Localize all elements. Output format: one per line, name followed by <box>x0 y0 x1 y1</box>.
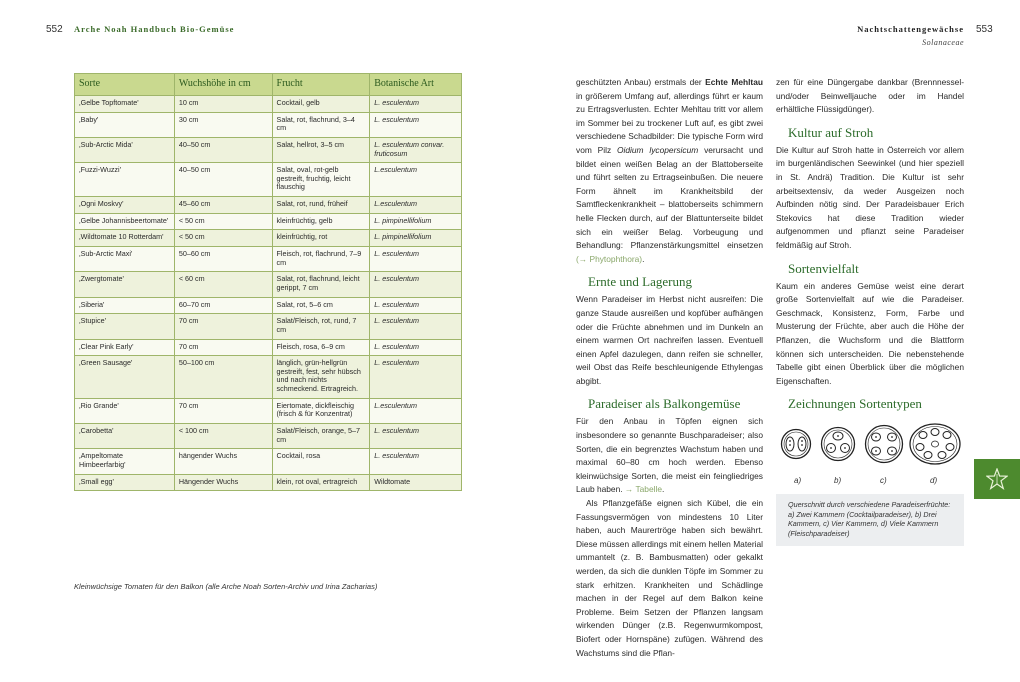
table-row <box>75 356 462 399</box>
table-row <box>75 247 462 272</box>
cell-frucht: Eiertomate, dickfleischig (frisch & für Konzentrat) <box>272 398 370 423</box>
cell-botanische-art: L. esculentum <box>370 356 462 399</box>
cell-botanische-art: L. esculentum <box>370 339 462 356</box>
cell-frucht: Salat, rot, rund, früheif <box>272 197 370 214</box>
heading-zeichnungen-sortentypen: Zeichnungen Sortentypen <box>788 396 922 412</box>
cell-frucht: Cocktail, rosa <box>272 449 370 474</box>
figure-label-a: a) <box>794 476 802 486</box>
cell-frucht: Cocktail, gelb <box>272 96 370 113</box>
cell-sorte: ‚Sub-Arctic Maxi' <box>75 247 175 272</box>
paragraph-ernte: Wenn Paradeiser im Herbst nicht ausreifen: Die ganze Staude ausreißen und kopfüber aufhängen oder die Früchte abnehmen und im Dunkeln an einem warmen Ort nachreifen lassen. Eventuell einen Apfel dazulegen, dann reifen sie schneller, weil Obst das Reife beschleunigende Ethylengas abgibt. <box>576 294 763 386</box>
cell-botanische-art: Wildtomate <box>370 474 462 491</box>
paragraph-stroh: Die Kultur auf Stroh hatte in Österreich vor allem im burgenländischen Seewinkel (und hier speziell in St. Andrä) Tradition. Die Kultur ist sehr arbeitsextensiv, da weder Ausgeizen noch Aufbinden nötig sind. Der Paradeisbauer Erich Stekovics hat diese Tradition wieder aufgenommen und pflanzt seine Paradeiser feldmäßig auf Stroh. <box>776 144 964 250</box>
heading-ernte-lagerung: Ernte und Lagerung <box>588 274 692 290</box>
cell-wuchshoehe: 70 cm <box>174 339 272 356</box>
table-row <box>75 474 462 491</box>
table-row <box>75 424 462 449</box>
table-body <box>75 96 462 491</box>
cell-botanische-art: L. esculentum convar. fruticosum <box>370 137 462 162</box>
figure-label-d: d) <box>930 476 938 486</box>
paragraph-mehltau <box>576 76 763 266</box>
cell-sorte: ‚Siberia' <box>75 297 175 314</box>
cell-wuchshoehe: 45–60 cm <box>174 197 272 214</box>
cell-wuchshoehe: 70 cm <box>174 398 272 423</box>
cell-wuchshoehe: 10 cm <box>174 96 272 113</box>
text-span: . <box>662 484 665 495</box>
cell-wuchshoehe: 60–70 cm <box>174 297 272 314</box>
cell-frucht: kleinfrüchtig, rot <box>272 230 370 247</box>
cell-sorte: ‚Gelbe Topftomate' <box>75 96 175 113</box>
cell-botanische-art: L.esculentum <box>370 197 462 214</box>
cell-frucht: klein, rot oval, ertragreich <box>272 474 370 491</box>
cell-frucht: Fleisch, rot, flachrund, 7–9 cm <box>272 247 370 272</box>
table-row <box>75 112 462 137</box>
cell-wuchshoehe: hängender Wuchs <box>174 449 272 474</box>
heading-sortenvielfalt: Sortenvielfalt <box>788 260 859 276</box>
text-span: verursacht und bildet einen weißen Belag an der Blattoberseite und führt selten zu Ertragseinbußen. Die neuere Form ähnelt im Krankheitsbild der Samtfleckenkrankheit – blattoberseits schimmern helle Flecken durch, auf der Blattunterseite bildet sich ein weißer Belag. Vorbeugung und Behandlung: Pflanzenstärkungsmittel einsetzen <box>576 144 763 251</box>
cell-botanische-art: L. esculentum <box>370 96 462 113</box>
cell-wuchshoehe: 50–100 cm <box>174 356 272 399</box>
cell-sorte: ‚Sub-Arctic Mida' <box>75 137 175 162</box>
table-row <box>75 197 462 214</box>
cell-botanische-art: L.esculentum <box>370 163 462 197</box>
paragraph-balkon-1 <box>576 415 763 497</box>
cell-sorte: ‚Small egg' <box>75 474 175 491</box>
page-number-left: 552 <box>46 24 63 35</box>
cell-frucht: länglich, grün-hellgrün gestreift, fest, sehr hübsch und nach nichts schmeckend. Ertragreich. <box>272 356 370 399</box>
cell-botanische-art: L. esculentum <box>370 247 462 272</box>
cell-frucht: Salat/Fleisch, orange, 5–7 cm <box>272 424 370 449</box>
star-leaf-icon <box>986 468 1008 490</box>
cell-wuchshoehe: < 100 cm <box>174 424 272 449</box>
cell-sorte: ‚Ampeltomate Himbeerfarbig' <box>75 449 175 474</box>
tomato-variety-table-container <box>74 73 462 491</box>
table-row <box>75 449 462 474</box>
paragraph-sortenvielfalt: Kaum ein anderes Gemüse weist eine derart große Sortenvielfalt auf wie die Paradeiser. Geschmack, Konsistenz, Form, Farbe und Musterung der Früchte, aber auch die Höhe der Pflanzen, die Wuchsform und die Blattform können sich unterscheiden. Die nebenstehende Tabelle gibt einen Überblick über die möglichen Eigenschaften. <box>776 280 964 386</box>
table-row <box>75 213 462 230</box>
table-caption: Kleinwüchsige Tomaten für den Balkon (alle Arche Noah Sorten-Archiv und Irina Zacharias) <box>74 582 378 591</box>
table-row <box>75 137 462 162</box>
figure-label-c: c) <box>880 476 887 486</box>
cell-wuchshoehe: 50–60 cm <box>174 247 272 272</box>
cell-sorte: ‚Baby' <box>75 112 175 137</box>
heading-kultur-auf-stroh: Kultur auf Stroh <box>788 124 874 140</box>
text-span: geschützten Anbau) erstmals der <box>576 77 706 87</box>
text-column-right <box>776 76 964 546</box>
cell-sorte: ‚Clear Pink Early' <box>75 339 175 356</box>
table-row <box>75 314 462 339</box>
cell-botanische-art: L.esculentum <box>370 398 462 423</box>
cell-sorte: ‚Gelbe Johannisbeertomate' <box>75 213 175 230</box>
tomato-variety-table <box>74 73 462 491</box>
chapter-side-tab[interactable] <box>974 459 1020 499</box>
table-header-row <box>75 74 462 96</box>
cell-botanische-art: L. esculentum <box>370 297 462 314</box>
cell-frucht: Salat, rot, flachrund, 3–4 cm <box>272 112 370 137</box>
page-number-right: 553 <box>976 24 993 35</box>
cell-sorte: ‚Carobetta' <box>75 424 175 449</box>
running-head-right <box>857 24 964 47</box>
table-header-frucht: Frucht <box>272 74 370 96</box>
species-name: Oidium lycopersicum <box>617 144 699 155</box>
table-header-sorte: Sorte <box>75 74 175 96</box>
cell-frucht: Salat, hellrot, 3–5 cm <box>272 137 370 162</box>
running-head-subtitle: Solanaceae <box>922 38 964 47</box>
table-row <box>75 297 462 314</box>
cell-frucht: Salat, rot, 5–6 cm <box>272 297 370 314</box>
tomato-two-chambers-drawing <box>780 428 812 460</box>
cell-wuchshoehe: 40–50 cm <box>174 137 272 162</box>
cell-wuchshoehe: 40–50 cm <box>174 163 272 197</box>
table-row <box>75 230 462 247</box>
cell-sorte: ‚Zwergtomate' <box>75 272 175 297</box>
table-header-wuchshoehe: Wuchshöhe in cm <box>174 74 272 96</box>
cell-botanische-art: L. esculentum <box>370 449 462 474</box>
table-row <box>75 339 462 356</box>
emphasis-echte-mehltau: Echte Mehltau <box>705 77 763 87</box>
tomato-cross-section-figures <box>776 418 964 490</box>
cell-frucht: Fleisch, rosa, 6–9 cm <box>272 339 370 356</box>
cell-botanische-art: L. esculentum <box>370 112 462 137</box>
text-span: . <box>642 253 645 264</box>
tomato-four-chambers-drawing <box>864 424 904 464</box>
table-row <box>75 163 462 197</box>
cell-frucht: Salat/Fleisch, rot, rund, 7 cm <box>272 314 370 339</box>
cell-sorte: ‚Ogni Moskvy' <box>75 197 175 214</box>
cross-reference-tabelle[interactable]: → Tabelle <box>624 484 662 495</box>
cell-wuchshoehe: Hängender Wuchs <box>174 474 272 491</box>
cell-wuchshoehe: < 50 cm <box>174 230 272 247</box>
tomato-many-chambers-drawing <box>908 422 962 466</box>
cell-wuchshoehe: < 50 cm <box>174 213 272 230</box>
cell-sorte: ‚Fuzzi-Wuzzi' <box>75 163 175 197</box>
cell-botanische-art: L. esculentum <box>370 424 462 449</box>
table-row <box>75 398 462 423</box>
cell-frucht: Salat, rot, flachrund, leicht gerippt, 7 cm <box>272 272 370 297</box>
text-span: Für den Anbau in Töpfen eignen sich insbesondere so genannte Buschparadeiser; also Sorten, die ein begrenztes Wachstum haben und maximal 60–80 cm hoch werden. Ebenso kleinwüchsige Sorten, die meist ein feingliedriges Laub haben. <box>576 416 763 495</box>
cross-reference-link[interactable]: (→ Phytophthora) <box>576 253 643 264</box>
table-row <box>75 272 462 297</box>
cell-wuchshoehe: < 60 cm <box>174 272 272 297</box>
cell-sorte: ‚Rio Grande' <box>75 398 175 423</box>
cell-frucht: kleinfrüchtig, gelb <box>272 213 370 230</box>
table-row <box>75 96 462 113</box>
figure-caption: Querschnitt durch verschiedene Paradeiserfrüchte: a) Zwei Kammern (Cocktailparadeiser), b) Drei Kammern, c) Vier Kammern, d) Viele Kammern (Fleischparadeiser) <box>776 494 964 546</box>
heading-balkongemuese: Paradeiser als Balkongemüse <box>588 396 741 412</box>
cell-wuchshoehe: 70 cm <box>174 314 272 339</box>
paragraph-duenger: zen für eine Düngergabe dankbar (Brennnessel- und/oder Beinwelljauche oder im Handel erhältliche Flüssigdünger). <box>776 77 964 115</box>
running-head-title: Nachtschattengewächse <box>857 24 964 34</box>
cell-sorte: ‚Green Sausage' <box>75 356 175 399</box>
figure-label-b: b) <box>834 476 842 486</box>
cell-frucht: Salat, oval, rot-gelb gestreift, fruchtig, leicht flauschig <box>272 163 370 197</box>
text-span: in größerem Umfang auf, allerdings führt er kaum zu Ertragsverlusten. Echter Mehltau tritt vor allem im Sommer bei zu trockener Luft auf, es gibt zwei verschiedene Schadbilder: Die typische Form wird vom Pilz <box>576 90 763 155</box>
text-column-left <box>576 76 763 660</box>
paragraph-balkon-2: Als Pflanzgefäße eignen sich Kübel, die ein Fassungsvermögen von mindestens 10 Liter haben, auch Maurertröge haben sich bewährt. Diese müssen allerdings mit einem hellen Material ummantelt (z. B. Bambusmatten) oder gekalkt werden, da sich die dunklen Töpfe im Sommer zu stark erhitzen. Krankheiten und Schädlinge machen in der Regel auf dem Balkon keine Probleme. Beim Setzen der Pflanzen langsam wirkenden Dünger (z.B. Regenwurmkompost, Biofert oder Hornspäne) zufügen. Während des Wachstums sind die Pflan- <box>576 498 763 658</box>
table-header-botanische-art: Botanische Art <box>370 74 462 96</box>
cell-sorte: ‚Stupice' <box>75 314 175 339</box>
cell-botanische-art: L. esculentum <box>370 272 462 297</box>
cell-botanische-art: L. esculentum <box>370 314 462 339</box>
cell-botanische-art: L. pimpinellifolium <box>370 230 462 247</box>
cell-wuchshoehe: 30 cm <box>174 112 272 137</box>
running-head-left: Arche Noah Handbuch Bio-Gemüse <box>74 24 235 34</box>
tomato-three-chambers-drawing <box>820 426 856 462</box>
cell-botanische-art: L. pimpinellifolium <box>370 213 462 230</box>
cell-sorte: ‚Wildtomate 10 Rotterdam' <box>75 230 175 247</box>
